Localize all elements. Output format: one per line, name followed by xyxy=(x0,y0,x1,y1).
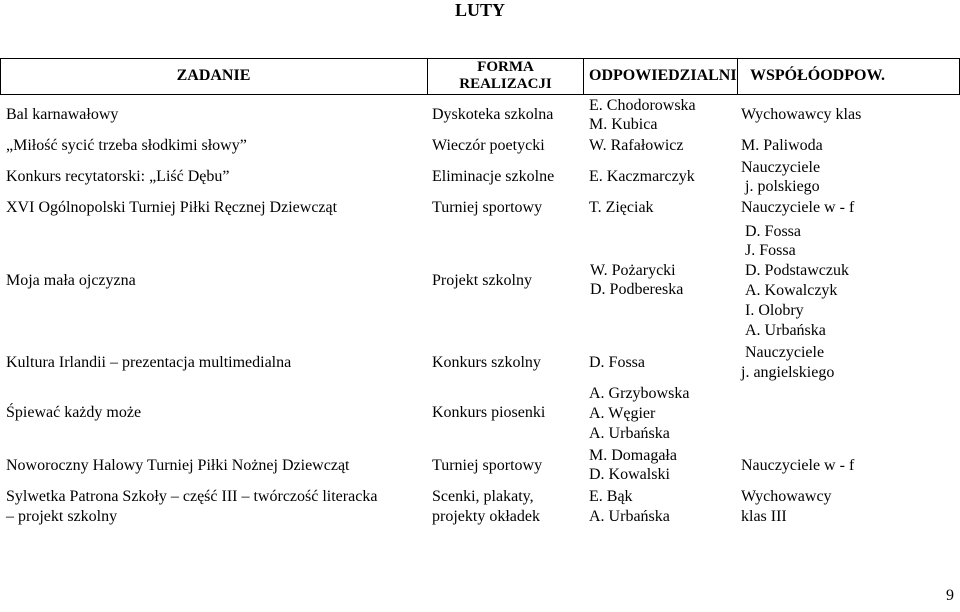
header-form-line1: FORMA xyxy=(477,59,534,75)
row2-form: Wieczór poetycki xyxy=(432,137,545,154)
row8-responsible-2: D. Kowalski xyxy=(589,466,670,483)
row6-form: Konkurs szkolny xyxy=(432,354,541,371)
row2-task: „Miłość sycić trzeba słodkimi słowy” xyxy=(6,137,247,154)
row5-responsible-2: D. Podbereska xyxy=(590,281,684,298)
row1-responsible-2: M. Kubica xyxy=(589,116,658,133)
row8-cooperating: Nauczyciele w - f xyxy=(741,457,855,474)
row4-task: XVI Ogólnopolski Turniej Piłki Ręcznej Dziewcząt xyxy=(6,199,338,216)
header-responsible: ODPOWIEDZIALNI xyxy=(589,67,737,84)
row3-task: Konkurs recytatorski: „Liść Dębu” xyxy=(6,168,230,185)
row5-cooperating-4: A. Kowalczyk xyxy=(745,282,838,299)
row6-task: Kultura Irlandii – prezentacja multimedialna xyxy=(6,354,292,371)
row9-responsible-1: E. Bąk xyxy=(589,488,633,505)
row7-task: Śpiewać każdy może xyxy=(6,404,142,421)
row4-responsible: T. Zięciak xyxy=(589,199,654,216)
row5-responsible-1: W. Pożarycki xyxy=(590,262,676,279)
row3-cooperating-2: j. polskiego xyxy=(745,178,820,195)
row1-task: Bal karnawałowy xyxy=(6,106,119,123)
row4-cooperating: Nauczyciele w - f xyxy=(741,199,855,216)
row5-cooperating-2: J. Fossa xyxy=(745,242,796,259)
row9-cooperating-1: Wychowawcy xyxy=(741,488,832,505)
row9-cooperating-2: klas III xyxy=(741,508,787,525)
row4-form: Turniej sportowy xyxy=(432,199,543,216)
row7-responsible-1: A. Grzybowska xyxy=(589,385,690,402)
row9-form-2: projekty okładek xyxy=(432,508,540,525)
row1-form: Dyskoteka szkolna xyxy=(432,106,554,123)
row9-task-2: – projekt szkolny xyxy=(6,508,118,525)
header-form-line2: REALIZACJI xyxy=(459,76,552,92)
row5-task: Moja mała ojczyzna xyxy=(6,272,136,289)
row5-cooperating-1: D. Fossa xyxy=(745,223,802,240)
row8-task: Noworoczny Halowy Turniej Piłki Nożnej Dziewcząt xyxy=(6,457,350,474)
row5-cooperating-3: D. Podstawczuk xyxy=(745,262,849,279)
page-title: LUTY xyxy=(454,0,505,20)
row9-task-1: Sylwetka Patrona Szkoły – część III – twórczość literacka xyxy=(6,488,378,505)
row2-cooperating: M. Paliwoda xyxy=(741,137,823,154)
row6-cooperating-1: Nauczyciele xyxy=(745,344,825,361)
row9-form-1: Scenki, plakaty, xyxy=(432,488,534,505)
row7-responsible-2: A. Węgier xyxy=(589,405,656,422)
row3-responsible: E. Kaczmarczyk xyxy=(589,168,695,185)
row8-responsible-1: M. Domagała xyxy=(589,447,677,464)
row6-cooperating-2: j. angielskiego xyxy=(741,364,835,381)
row9-responsible-2: A. Urbańska xyxy=(589,508,670,525)
row2-responsible: W. Rafałowicz xyxy=(589,137,684,154)
row5-cooperating-6: A. Urbańska xyxy=(745,322,826,339)
row3-form: Eliminacje szkolne xyxy=(432,168,555,185)
row3-cooperating-1: Nauczyciele xyxy=(741,159,821,176)
row1-responsible-1: E. Chodorowska xyxy=(589,97,696,114)
row6-responsible: D. Fossa xyxy=(589,354,646,371)
row7-responsible-3: A. Urbańska xyxy=(589,425,670,442)
row5-form: Projekt szkolny xyxy=(432,272,532,289)
row7-form: Konkurs piosenki xyxy=(432,404,546,421)
row5-cooperating-5: I. Olobry xyxy=(745,302,804,319)
page-number: 9 xyxy=(946,587,954,604)
header-task: ZADANIE xyxy=(176,67,251,84)
row8-form: Turniej sportowy xyxy=(432,457,543,474)
row1-cooperating: Wychowawcy klas xyxy=(741,106,862,123)
header-cooperating: WSPÓŁÓODPOW. xyxy=(750,67,885,84)
